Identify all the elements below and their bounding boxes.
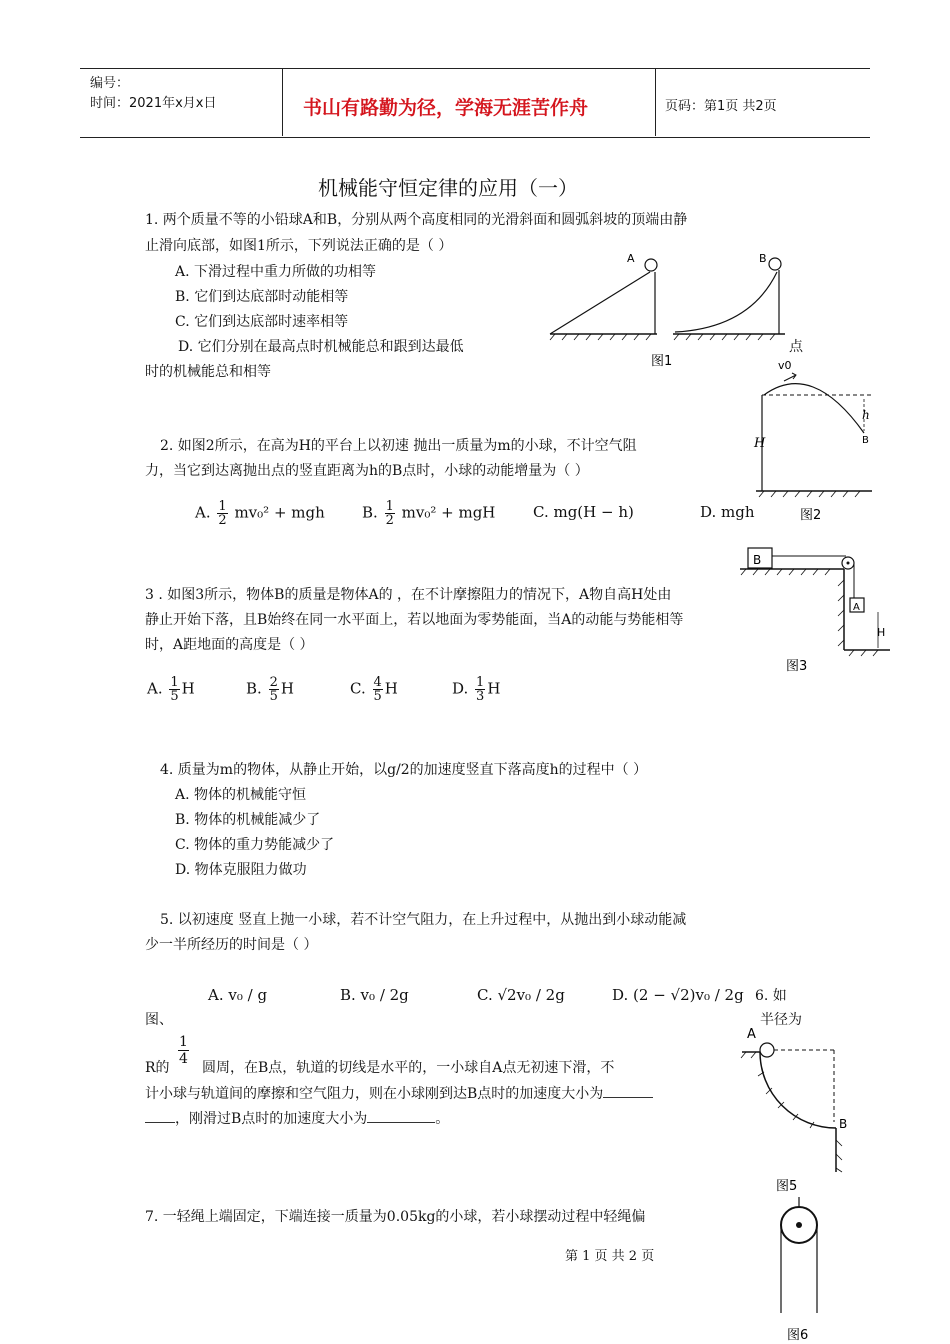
q1-option-d: D. 它们分别在最高点时机械能总和跟到达最低 bbox=[178, 339, 464, 355]
q3-option-b: B. $\frac{2}{5}$ H bbox=[246, 675, 294, 704]
q6-blank-1[interactable] bbox=[603, 1083, 653, 1098]
q3-option-d: D. $\frac{1}{3}$ H bbox=[452, 675, 501, 704]
fig5-label-b: B bbox=[839, 1117, 848, 1131]
q2-stem-1: 2. 如图2所示，在高为H的平台上以初速 抛出一质量为m的小球，不计空气阻 bbox=[160, 438, 637, 454]
q6-line-3: 计小球与轨道间的摩擦和空气阻力，则在小球刚到达B点时的加速度大小为 bbox=[145, 1083, 653, 1104]
q1-option-b: B. 它们到达底部时动能相等 bbox=[175, 289, 349, 305]
fig6-caption: 图6 bbox=[787, 1328, 809, 1343]
q2-option-b: B. $\frac{1}{2}$ mv₀² + mgH bbox=[362, 499, 496, 528]
q6-frac: $\frac{1}{4}$ bbox=[179, 1034, 188, 1067]
fig2-label-v0: v0 bbox=[778, 359, 792, 372]
q3-option-a: A. $\frac{1}{5}$ H bbox=[147, 675, 195, 704]
q2-option-d: D. mgh bbox=[700, 503, 755, 521]
q6-line-1: 图、 bbox=[145, 1012, 173, 1028]
q1-stem-1: 1. 两个质量不等的小铅球A和B，分别从两个高度相同的光滑斜面和圆弧斜坡的顶端由静 bbox=[145, 212, 688, 228]
q5-option-b: B. v₀ / 2g bbox=[340, 986, 409, 1004]
q3-stem-3: 时，A距地面的高度是（ ） bbox=[145, 637, 314, 653]
fig3-label-H: H bbox=[877, 626, 886, 639]
figure-6 bbox=[765, 1195, 835, 1344]
q2-option-c: C. mg(H − h) bbox=[533, 503, 634, 521]
q4-option-b: B. 物体的机械能减少了 bbox=[175, 812, 321, 828]
fig3-label-b: B bbox=[753, 553, 762, 567]
q6-tail-1: 半径为 bbox=[760, 1012, 802, 1028]
q6-head: 6. 如 bbox=[755, 988, 787, 1004]
q2-option-a: A. $\frac{1}{2}$ mv₀² + mgh bbox=[195, 499, 325, 528]
fig5-label-a: A bbox=[747, 1027, 756, 1042]
page-title: 机械能守恒定律的应用（一） bbox=[318, 176, 578, 200]
q1-stem-2: 止滑向底部，如图1所示，下列说法正确的是（ ） bbox=[145, 238, 453, 254]
q2-stem-2: 力，当它到达离抛出点的竖直距离为h的B点时，小球的动能增量为（ ） bbox=[145, 463, 589, 479]
q1-option-d-tail: 点 bbox=[789, 339, 803, 355]
fig2-label-b: B bbox=[862, 435, 869, 446]
figure-1 bbox=[545, 250, 790, 370]
fig1-caption: 图1 bbox=[651, 354, 673, 369]
fig5-caption: 图5 bbox=[776, 1179, 798, 1194]
q5-option-a: A. v₀ / g bbox=[208, 986, 268, 1004]
fig2-caption: 图2 bbox=[800, 508, 822, 523]
q4-option-a: A. 物体的机械能守恒 bbox=[175, 787, 307, 803]
fig1-label-a: A bbox=[627, 252, 635, 265]
q6-line-4: ，刚滑过B点时的加速度大小为 。 bbox=[145, 1108, 449, 1129]
q3-option-c: C. $\frac{4}{5}$ H bbox=[350, 675, 398, 704]
q4-option-d: D. 物体克服阻力做功 bbox=[175, 862, 307, 878]
q5-stem-2: 少一半所经历的时间是（ ） bbox=[145, 937, 318, 953]
q3-stem-2: 静止开始下落，且B始终在同一水平面上，若以地面为零势能面，当A的动能与势能相等 bbox=[145, 612, 684, 628]
q6-line-2: 圆周，在B点，轨道的切线是水平的，一小球自A点无初速下滑，不 bbox=[202, 1060, 615, 1076]
fig2-label-H: H bbox=[754, 436, 766, 451]
q1-option-a: A. 下滑过程中重力所做的功相等 bbox=[175, 264, 377, 280]
q7-stem: 7. 一轻绳上端固定，下端连接一质量为0.05kg的小球，若小球摆动过程中轻绳偏 bbox=[145, 1209, 646, 1225]
header-divider-1 bbox=[282, 68, 283, 136]
header-motto: 书山有路勤为径，学海无涯苦作舟 bbox=[303, 97, 589, 119]
q2-frac-b: $\frac{1}{2}$ bbox=[385, 499, 394, 528]
page-footer: 第 1 页 共 2 页 bbox=[565, 1249, 655, 1264]
q5-option-d: D. (2 − √2)v₀ / 2g bbox=[612, 986, 744, 1004]
figure-2 bbox=[752, 355, 882, 525]
q5-option-c: C. √2v₀ / 2g bbox=[477, 986, 565, 1004]
fig2-label-h: h bbox=[862, 408, 870, 422]
header-number: 编号： bbox=[90, 76, 130, 91]
q5-stem-1: 5. 以初速度 竖直上抛一小球，若不计空气阻力，在上升过程中，从抛出到小球动能减 bbox=[160, 912, 687, 928]
fig1-label-b: B bbox=[759, 252, 767, 265]
q2-frac-a: $\frac{1}{2}$ bbox=[218, 499, 227, 528]
q4-stem: 4. 质量为m的物体，从静止开始，以g/2的加速度竖直下落高度h的过程中（ ） bbox=[160, 762, 648, 778]
q6-r-prefix: R的 bbox=[145, 1060, 170, 1076]
q4-option-c: C. 物体的重力势能减少了 bbox=[175, 837, 335, 853]
q1-option-d-2: 时的机械能总和相等 bbox=[145, 364, 271, 380]
q3-stem-1: 3 . 如图3所示，物体B的质量是物体A的 ，在不计摩擦阻力的情况下，A物自高H处由 bbox=[145, 587, 672, 603]
figure-5 bbox=[740, 1022, 860, 1197]
fig3-label-a: A bbox=[853, 602, 860, 613]
q6-blank-2[interactable] bbox=[367, 1108, 435, 1123]
header-time: 时间：2021年x月x日 bbox=[90, 96, 217, 111]
fig3-caption: 图3 bbox=[786, 659, 808, 674]
header-divider-2 bbox=[655, 68, 656, 136]
header-page: 页码：第1页 共2页 bbox=[665, 99, 777, 114]
q1-option-c: C. 它们到达底部时速率相等 bbox=[175, 314, 349, 330]
q6-blank-1-cont[interactable] bbox=[145, 1108, 175, 1123]
figure-3 bbox=[740, 540, 890, 675]
